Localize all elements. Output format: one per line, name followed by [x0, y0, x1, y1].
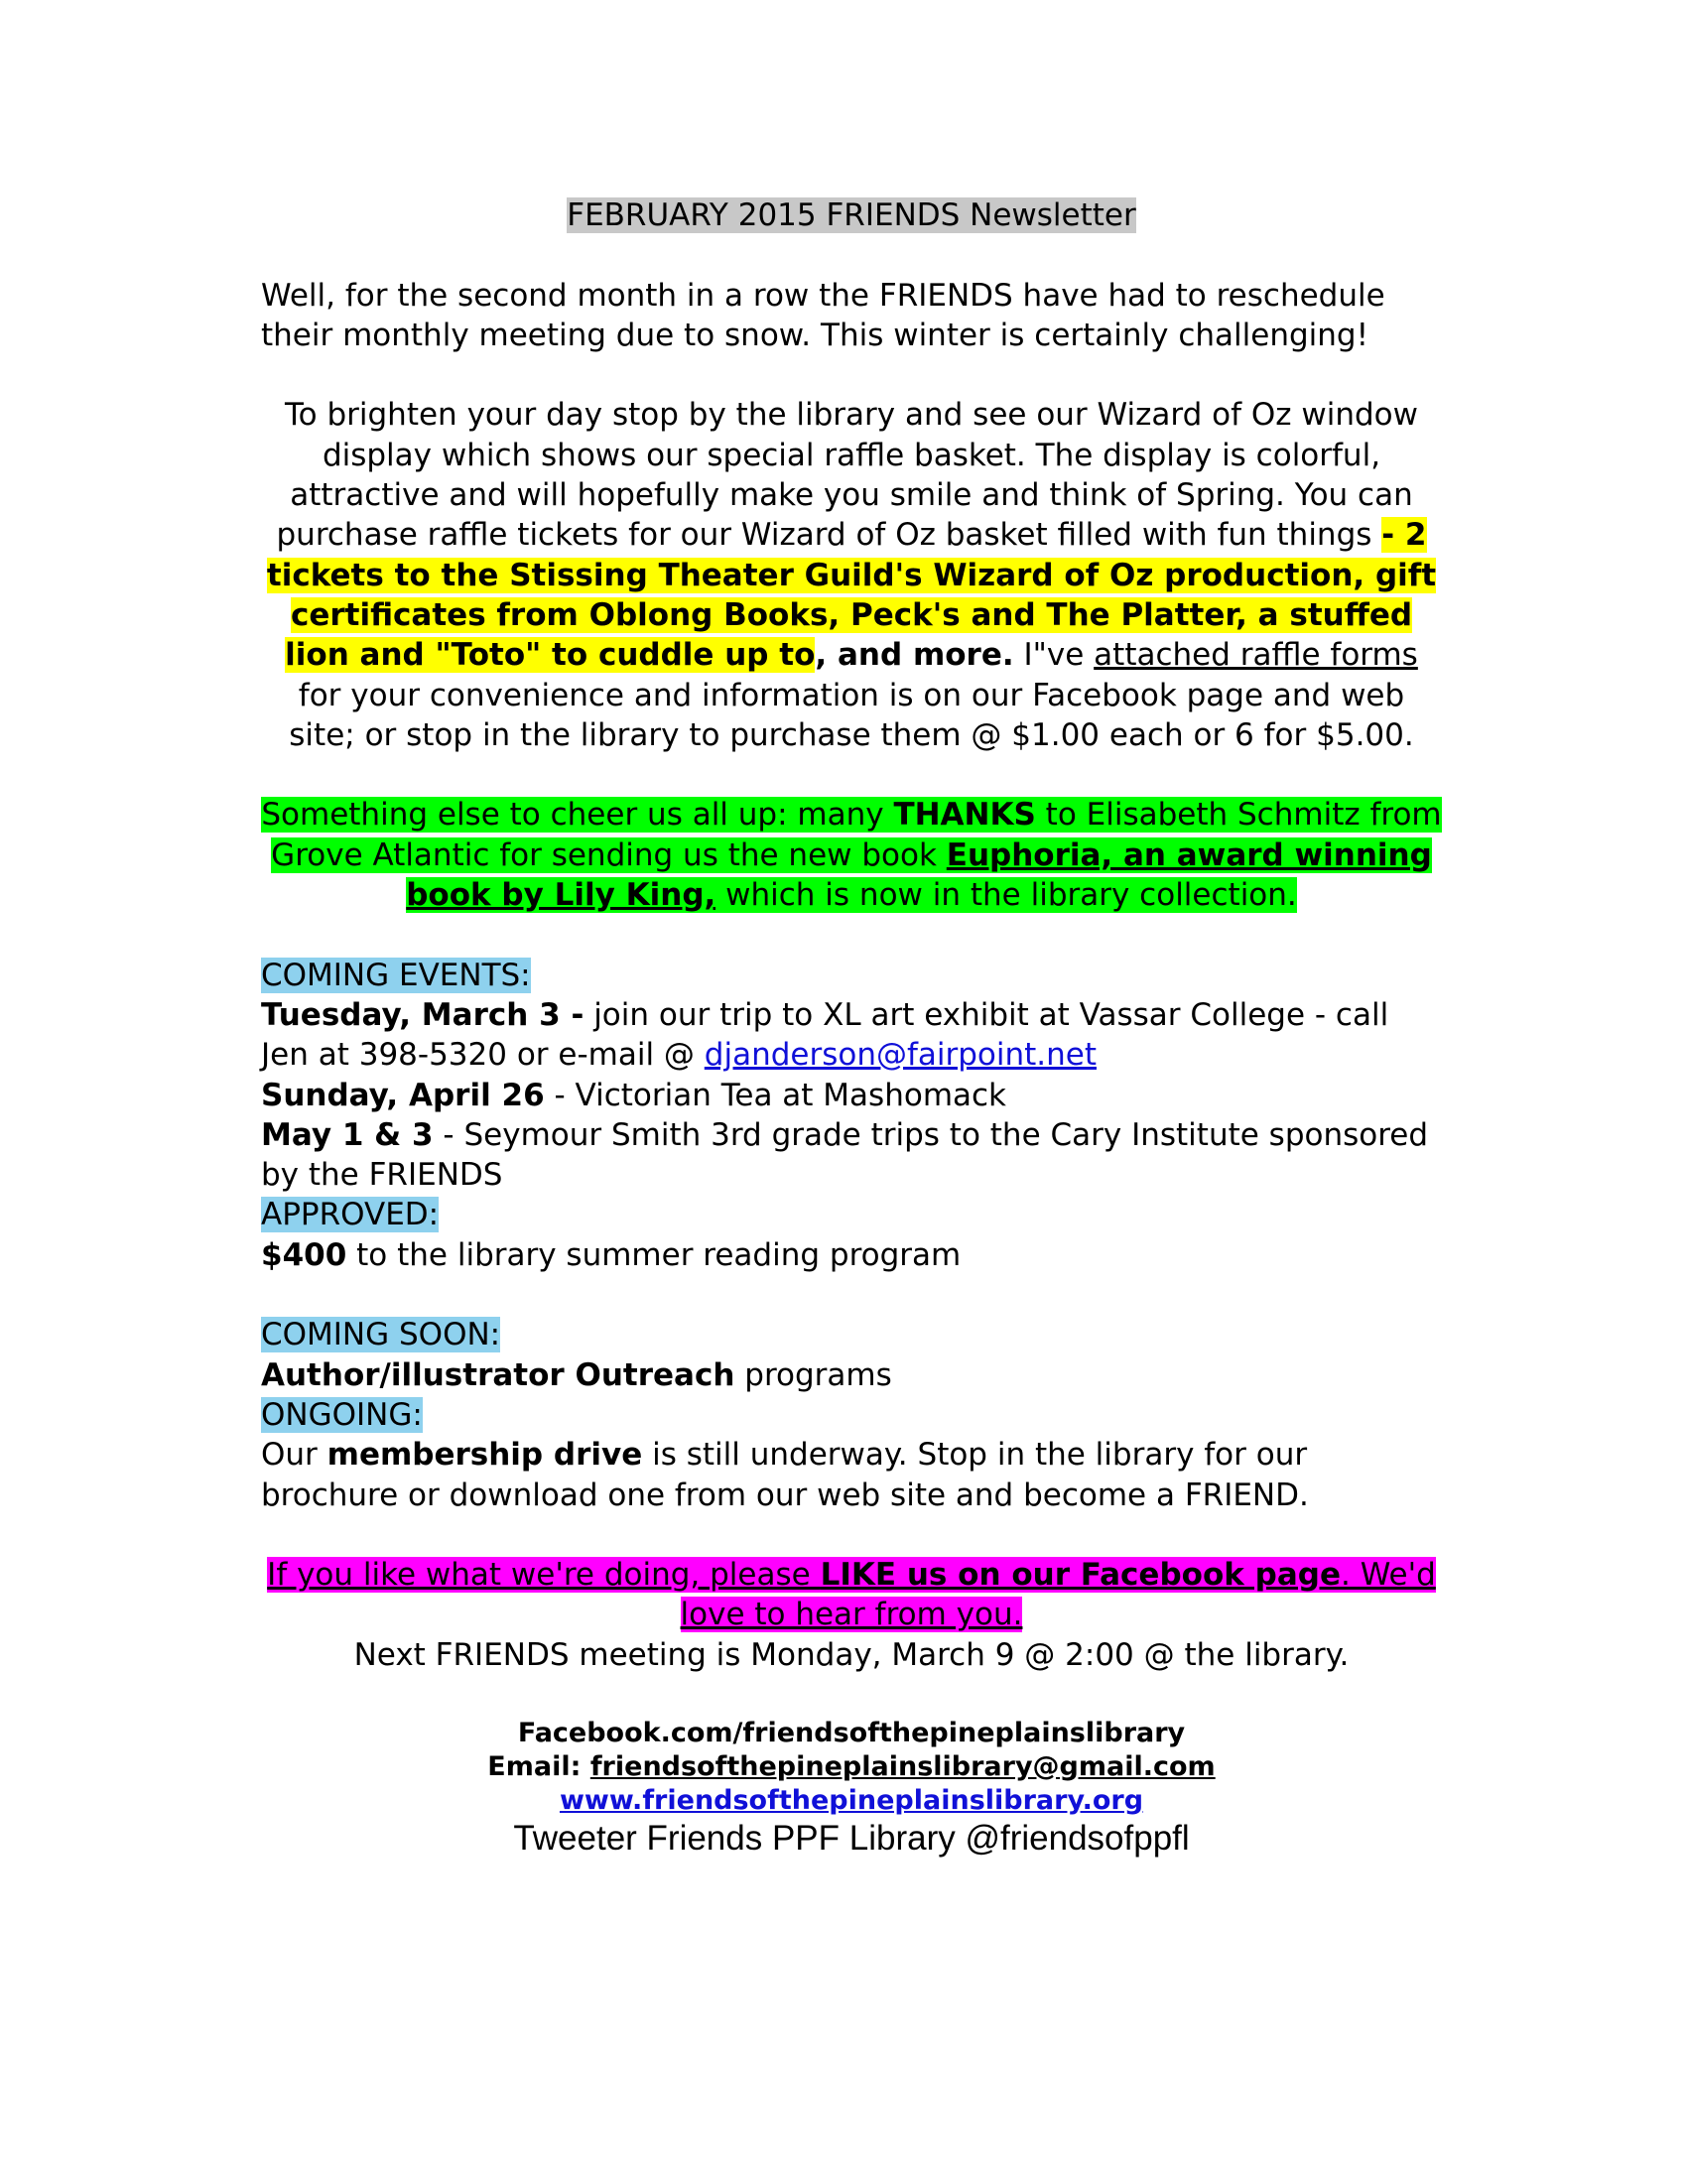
contact-tweeter: Tweeter Friends PPF Library @friendsofppfl — [513, 1818, 1190, 1858]
event-date: Sunday, April 26 — [261, 1077, 545, 1113]
contact-website-link[interactable]: www.friendsofthepineplainslibrary.org — [559, 1784, 1144, 1816]
approved-heading: APPROVED: — [261, 1197, 440, 1233]
facebook-like-post: . We'd love to hear from you. — [680, 1557, 1436, 1633]
coming-events-heading: COMING EVENTS: — [261, 957, 531, 993]
coming-events-heading-line — [261, 956, 1442, 995]
raffle-forms-link[interactable]: attached raffle forms — [1094, 637, 1418, 674]
approved-text: to the library summer reading program — [346, 1236, 962, 1273]
thanks-part3: which is now in the library collection. — [715, 877, 1297, 914]
approved-heading-line — [261, 1195, 1442, 1234]
ongoing-pre: Our — [261, 1437, 327, 1474]
coming-soon-heading-line — [261, 1315, 1442, 1354]
thanks-book-title: Euphoria, an award winning book by Lily King, — [406, 836, 1432, 914]
contact-email-line — [261, 1750, 1442, 1784]
contact-website-line — [261, 1784, 1442, 1818]
thanks-paragraph — [261, 795, 1442, 915]
raffle-paragraph — [261, 395, 1442, 755]
event-text: - Victorian Tea at Mashomack — [544, 1077, 1007, 1113]
next-meeting: Next FRIENDS meeting is Monday, March 9 @ 2:00 @ the library. — [353, 1636, 1350, 1673]
event-item — [261, 995, 1442, 1076]
raffle-and-more: , and more. — [815, 637, 1014, 674]
thanks-bold: THANKS — [893, 797, 1036, 834]
coming-soon-bold: Author/illustrator Outreach — [261, 1356, 735, 1393]
ongoing-heading-line — [261, 1395, 1442, 1435]
facebook-like-pre: If you like what we're doing, please — [267, 1557, 821, 1594]
contact-email-link[interactable]: friendsofthepineplainslibrary@gmail.com — [589, 1750, 1216, 1782]
event-date: May 1 & 3 — [261, 1116, 434, 1153]
contact-email-label: Email: — [487, 1750, 590, 1782]
coming-soon-text: programs — [734, 1356, 892, 1393]
event-email-link[interactable]: djanderson@fairpoint.net — [704, 1037, 1098, 1074]
event-item — [261, 1076, 1442, 1115]
raffle-lead: To brighten your day stop by the library and see our Wizard of Oz window display which shows our special raffle basket. The display is colorful, attractive and will hopefully make you smile and think of Spring. You can purchase raffle tickets for our Wizard of Oz basket filled with fun things — [276, 397, 1418, 554]
newsletter-page — [261, 195, 1442, 1860]
event-item — [261, 1115, 1442, 1196]
approved-amount: $400 — [261, 1236, 347, 1273]
raffle-highlight: - 2 tickets to the Stissing Theater Guild's Wizard of Oz production, gift certificates from Oblong Books, Peck's and The Platter, a stuffed lion and "Toto" to cuddle up to — [266, 517, 1437, 674]
facebook-like-paragraph — [261, 1555, 1442, 1635]
contact-facebook: Facebook.com/friendsofthepineplainslibrary — [517, 1717, 1186, 1748]
ongoing-item — [261, 1435, 1442, 1515]
coming-soon-item — [261, 1355, 1442, 1395]
event-date: Tuesday, March 3 - — [261, 996, 584, 1033]
intro-paragraph: Well, for the second month in a row the FRIENDS have had to reschedule their monthly meeting due to snow. This winter is certainly challenging! — [261, 277, 1385, 353]
facebook-like-bold[interactable]: LIKE us on our Facebook page — [820, 1557, 1341, 1594]
approved-item — [261, 1235, 1442, 1275]
newsletter-title-line — [261, 195, 1442, 235]
coming-soon-heading: COMING SOON: — [261, 1317, 501, 1353]
ongoing-text: is still underway. Stop in the library for our brochure or download one from our web site and become a FRIEND. — [261, 1437, 1309, 1513]
ongoing-bold: membership drive — [326, 1437, 643, 1474]
event-text: join our trip to XL art exhibit at Vassar College - call Jen at 398-5320 or e-mail @ — [261, 996, 1389, 1074]
raffle-text-before-link: I"ve — [1013, 637, 1095, 674]
thanks-part2: to Elisabeth Schmitz from Grove Atlantic for sending us the new book — [271, 797, 1442, 873]
raffle-tail: for your convenience and information is on our Facebook page and web site; or stop in the library to purchase them @ $1.00 each or 6 for $5.00. — [289, 677, 1414, 753]
event-text: - Seymour Smith 3rd grade trips to the Cary Institute sponsored by the FRIENDS — [261, 1116, 1429, 1194]
newsletter-title: FEBRUARY 2015 FRIENDS Newsletter — [567, 197, 1136, 233]
ongoing-heading: ONGOING: — [261, 1396, 423, 1433]
thanks-part1: Something else to cheer us all up: many — [261, 797, 894, 834]
